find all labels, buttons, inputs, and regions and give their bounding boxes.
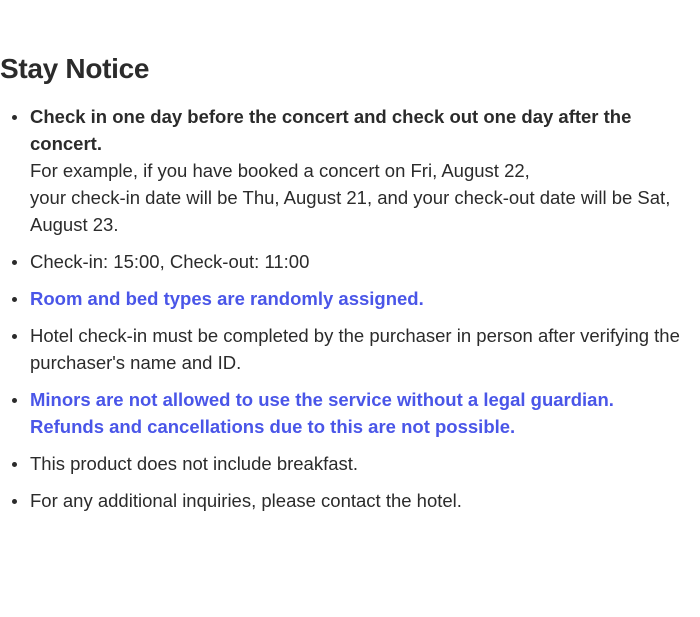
list-item-inquiries xyxy=(30,487,700,514)
check-times-text: Check-in: 15:00, Check-out: 11:00 xyxy=(30,251,310,272)
room-assignment-text: Room and bed types are randomly assigned. xyxy=(30,288,424,309)
notice-list xyxy=(0,103,700,514)
check-dates-example-line2: your check-in date will be Thu, August 21, and your check-out date will be Sat, August 23. xyxy=(30,187,671,235)
list-item-room-assignment xyxy=(30,285,700,312)
inquiries-text: For any additional inquiries, please contact the hotel. xyxy=(30,490,462,511)
check-dates-example-line1: For example, if you have booked a concert on Fri, August 22, xyxy=(30,160,530,181)
breakfast-text: This product does not include breakfast. xyxy=(30,453,359,474)
list-item-check-times xyxy=(30,248,700,275)
purchaser-checkin-text: Hotel check-in must be completed by the purchaser in person after verifying the purchaser's name and ID. xyxy=(30,325,680,373)
check-dates-bold-text: Check in one day before the concert and check out one day after the concert. xyxy=(30,106,632,154)
minors-policy-line2: Refunds and cancellations due to this are not possible. xyxy=(30,416,516,437)
page-title: Stay Notice xyxy=(0,53,150,84)
list-item-breakfast xyxy=(30,450,700,477)
list-item-minors-policy xyxy=(30,386,700,440)
list-item-purchaser-checkin xyxy=(30,322,700,376)
list-item-check-dates xyxy=(30,103,700,238)
minors-policy-line1: Minors are not allowed to use the service without a legal guardian. xyxy=(30,389,614,410)
